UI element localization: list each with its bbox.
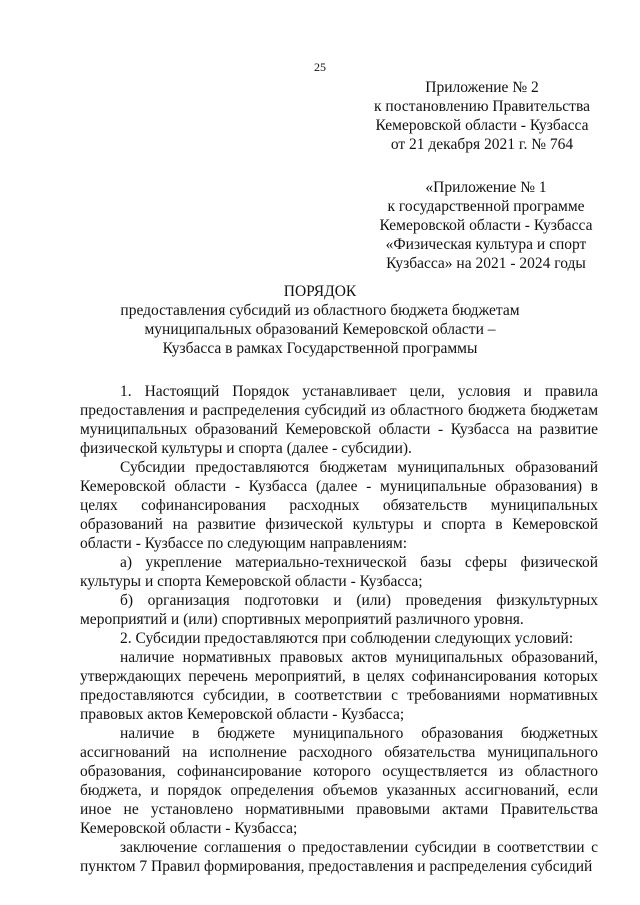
document-title: [0, 282, 640, 358]
body-paragraph: б) организация подготовки и (или) проведения физкультурных мероприятий и (или) спортивных мероприятий различного уровня.: [80, 592, 598, 628]
body-paragraph: заключение соглашения о предоставлении субсидии в соответствии с пунктом 7 Правил формирования, предоставления и распределения субсидий: [80, 839, 598, 875]
program-appendix-line: Кузбасса» на 2021 - 2024 годы: [386, 255, 586, 272]
body-paragraph: Субсидии предоставляются бюджетам муниципальных образований Кемеровской области - Кузбасса (далее - муниципальные образования) в целях софинансирования расходных обязательств муниципальных образований на развитие физической культуры и спорта в Кемеровской области - Кузбассе по следующим направлениям:: [80, 459, 598, 552]
program-appendix-line: «Приложение № 1: [425, 179, 547, 196]
appendix-header: [332, 78, 632, 154]
body-paragraph: 2. Субсидии предоставляются при соблюдении следующих условий:: [120, 630, 574, 647]
program-appendix-line: «Физическая культура и спорт: [385, 236, 587, 253]
body-paragraph: наличие нормативных правовых актов муниципальных образований, утверждающих перечень мероприятий, в целях софинансирования которых предоставляются субсидии, в соответствии с требованиями нормативных правовых актов Кемеровской области - Кузбасса;: [80, 649, 598, 723]
title-line: предоставления субсидий из областного бюджета бюджетам: [120, 302, 520, 319]
body-paragraph: 1. Настоящий Порядок устанавливает цели, условия и правила предоставления и распределения субсидий из областного бюджета бюджетам муниципальных образований Кемеровской области - Кузбасса на развитие физической культуры и спорта (далее - субсидии).: [80, 383, 598, 457]
title-heading: ПОРЯДОК: [283, 283, 357, 300]
title-line: Кузбасса в рамках Государственной программы: [162, 340, 478, 357]
program-appendix-header: [336, 178, 636, 273]
document-body: [80, 382, 598, 876]
program-appendix-line: Кемеровской области - Кузбасса: [379, 217, 593, 234]
body-paragraph: наличие в бюджете муниципального образования бюджетных ассигнований на исполнение расходного обязательства муниципального образования, софинансирование которого осуществляется из областного бюджета, и порядок определения объемов указанных ассигнований, если иное не установлено нормативными правовыми актами Правительства Кемеровской области - Кузбасса;: [80, 725, 598, 837]
program-appendix-line: к государственной программе: [387, 198, 585, 215]
appendix-line: к постановлению Правительства: [374, 98, 590, 115]
appendix-line: Приложение № 2: [425, 79, 539, 96]
appendix-line: Кемеровской области - Кузбасса: [375, 117, 589, 134]
body-paragraph: а) укрепление материально-технической базы сферы физической культуры и спорта Кемеровской области - Кузбасса;: [80, 554, 598, 590]
appendix-line: от 21 декабря 2021 г. № 764: [390, 136, 574, 153]
title-line: муниципальных образований Кемеровской области –: [144, 321, 496, 338]
page-number: 25: [314, 60, 326, 74]
